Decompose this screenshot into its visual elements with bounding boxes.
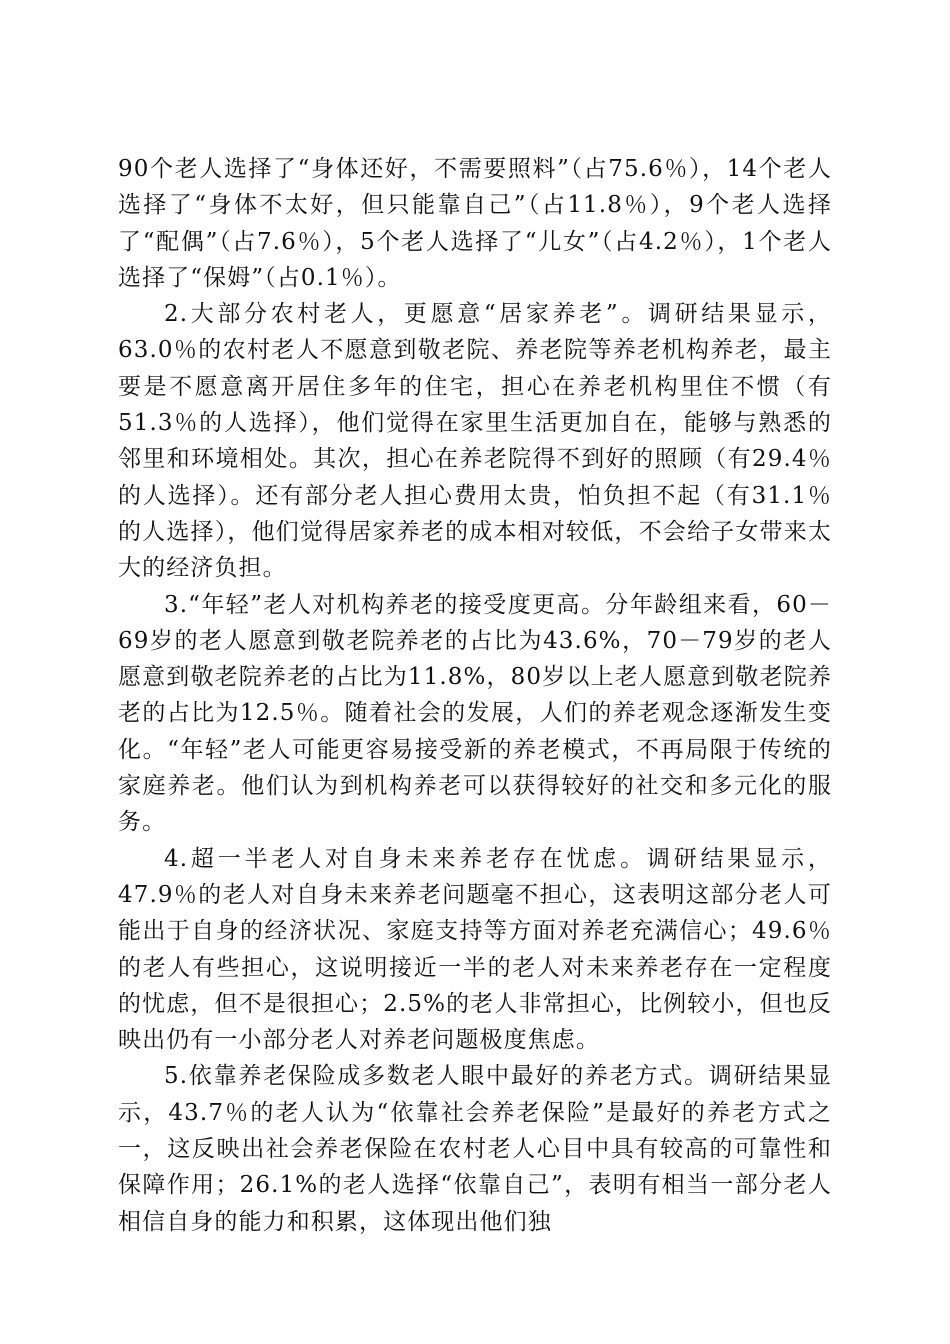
paragraph-young-elderly-acceptance: 3.“年轻”老人对机构养老的接受度更高。分年龄组来看，60－69岁的老人愿意到敬老院养老的占比为43.6%，70－79岁的老人愿意到敬老院养老的占比为11.8%，80岁以上老人愿意到敬老院养老的占比为12.5％。随着社会的发展，人们的养老观念逐渐发生变化。“年轻”老人可能更容易接受新的养老模式，不再局限于传统的家庭养老。他们认为到机构养老可以获得较好的社交和多元化的服务。 — [118, 591, 832, 836]
paragraph-care-survey-results: 90个老人选择了“身体还好，不需要照料”（占75.6％），14个老人选择了“身体不太好，但只能靠自己”（占11.8％），9个老人选择了“配偶”（占7.6％），5个老人选择了“儿女”（占4.2％），1个老人选择了“保姆”（占0.1％）。 — [118, 156, 832, 291]
paragraph-home-care-preference: 2.大部分农村老人，更愿意“居家养老”。调研结果显示，63.0％的农村老人不愿意到敬老院、养老院等养老机构养老，最主要是不愿意离开居住多年的住宅，担心在养老机构里住不惯（有51.3％的人选择），他们觉得在家里生活更加自在，能够与熟悉的邻里和环境相处。其次，担心在养老院得不到好的照顾（有29.4％的人选择）。还有部分老人担心费用太贵，怕负担不起（有31.1％的人选择），他们觉得居家养老的成本相对较低，不会给子女带来太大的经济负担。 — [118, 301, 832, 582]
paragraph-future-care-worries: 4.超一半老人对自身未来养老存在忧虑。调研结果显示，47.9％的老人对自身未来养老问题毫不担心，这表明这部分老人可能出于自身的经济状况、家庭支持等方面对养老充满信心；49.6％的老人有些担心，这说明接近一半的老人对未来养老存在一定程度的忧虑，但不是很担心；2.5%的老人非常担心，比例较小，但也反映出仍有一小部分老人对养老问题极度焦虑。 — [118, 845, 832, 1054]
document-page — [118, 151, 832, 1240]
paragraph-pension-insurance-preference: 5.依靠养老保险成多数老人眼中最好的养老方式。调研结果显示，43.7％的老人认为“依靠社会养老保险”是最好的养老方式之一，这反映出社会养老保险在农村老人心目中具有较高的可靠性和保障作用；26.1%的老人选择“依靠自己”，表明有相当一部分老人相信自身的能力和积累，这体现出他们独 — [118, 1063, 832, 1235]
